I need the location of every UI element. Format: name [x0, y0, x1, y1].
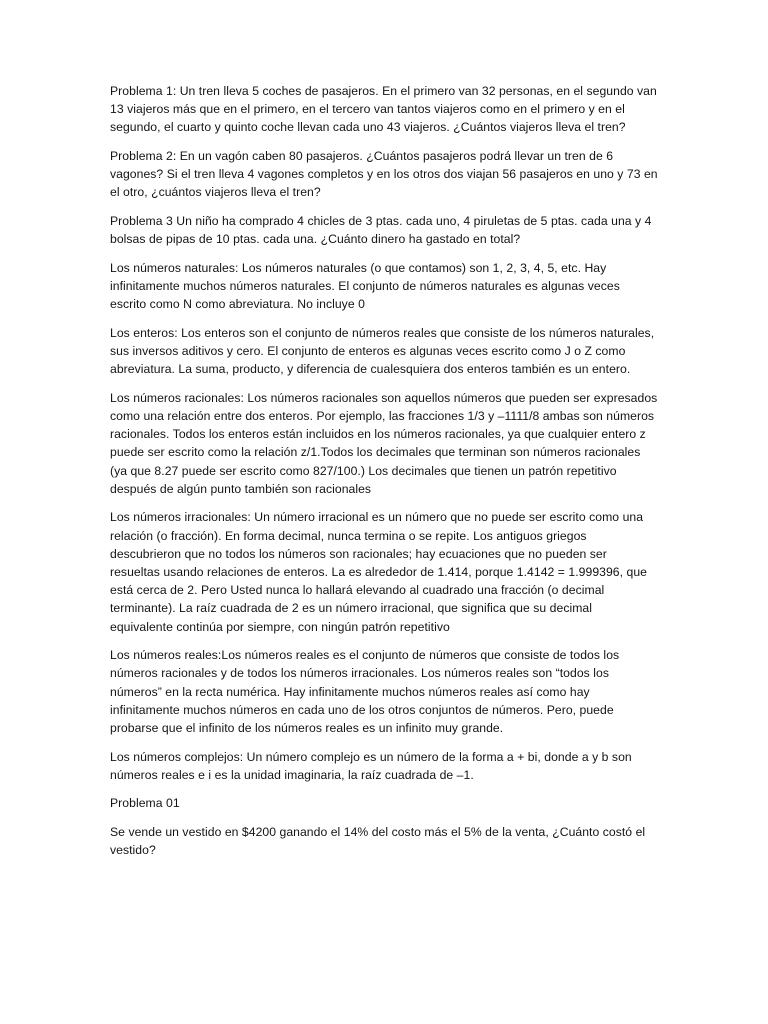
integers-paragraph: Los enteros: Los enteros son el conjunto de números reales que consiste de los números naturales, sus inversos aditivos y cero. El conjunto de enteros es algunas veces escrito como J o Z como abreviatura. La suma, producto, y diferencia de cualesquiera dos enteros también es un entero.: [110, 325, 655, 377]
real-numbers-paragraph: Los números reales:Los números reales es el conjunto de números que consiste de todos los números racionales y de todos los números irracionales. Los números reales son “todos los números” en la recta numérica. Hay infinitamente muchos números reales así como hay infinitamente muchos números en cada uno de los otros conjuntos de números. Pero, puede probarse que el infinito de los números reales es un infinito muy grande.: [110, 648, 620, 736]
problem-01-paragraph: Se vende un vestido en $4200 ganando el 14% del costo más el 5% de la venta, ¿Cuánto costó el vestido?: [110, 825, 646, 858]
problem-01-heading: Problema 01: [110, 796, 180, 811]
problem-1-paragraph: Problema 1: Un tren lleva 5 coches de pasajeros. En el primero van 32 personas, en el segundo van 13 viajeros más que en el primero, en el tercero van tantos viajeros como en el primero y en el segundo, el cuarto y quinto coche llevan cada uno 43 viajeros. ¿Cuántos viajeros lleva el tren?: [110, 84, 657, 135]
complex-numbers-paragraph: Los números complejos: Un número complejo es un número de la forma a + bi, donde a y b son números reales e i es la unidad imaginaria, la raíz cuadrada de –1.: [110, 749, 632, 782]
natural-numbers-paragraph: Los números naturales: Los números naturales (o que contamos) son 1, 2, 3, 4, 5, etc. Hay infinitamente muchos números naturales. El conjunto de números naturales es algunas veces escrito como N como abreviatura. No incluye 0: [110, 260, 620, 312]
problem-3-paragraph: Problema 3 Un niño ha comprado 4 chicles de 3 ptas. cada uno, 4 piruletas de 5 ptas. cada una y 4 bolsas de pipas de 10 ptas. cada una. ¿Cuánto dinero ha gastado en total?: [110, 214, 652, 247]
document-page: [110, 82, 658, 870]
rational-numbers-paragraph: Los números racionales: Los números racionales son aquellos números que pueden ser expresados como una relación entre dos enteros. Por ejemplo, las fracciones 1/3 y –1111/8 ambas son números racionales. Todos los enteros están incluidos en los números racionales, ya que cualquier entero z puede ser escrito como la relación z/1.Todos los decimales que terminan son números racionales (ya que 8.27 puede ser escrito como 827/100.) Los decimales que tienen un patrón repetitivo después de algún punto también son racionales: [110, 390, 658, 496]
irrational-numbers-paragraph: Los números irracionales: Un número irracional es un número que no puede ser escrito como una relación (o fracción). En forma decimal, nunca termina o se repite. Los antiguos griegos descubrieron que no todos los números son racionales; hay ecuaciones que no pueden ser resueltas usando relaciones de enteros. La es alrededor de 1.414, porque 1.4142 = 1.999396, que está cerca de 2. Pero Usted nunca lo hallará elevando al cuadrado una fracción (o decimal terminante). La raíz cuadrada de 2 es un número irracional, que significa que su decimal equivalente continúa por siempre, con ningún patrón repetitivo: [110, 510, 647, 634]
problem-2-paragraph: Problema 2: En un vagón caben 80 pasajeros. ¿Cuántos pasajeros podrá llevar un tren de 6 vagones? Si el tren lleva 4 vagones completos y en los otros dos viajan 56 pasajeros en uno y 73 en el otro, ¿cuántos viajeros lleva el tren?: [110, 149, 658, 200]
